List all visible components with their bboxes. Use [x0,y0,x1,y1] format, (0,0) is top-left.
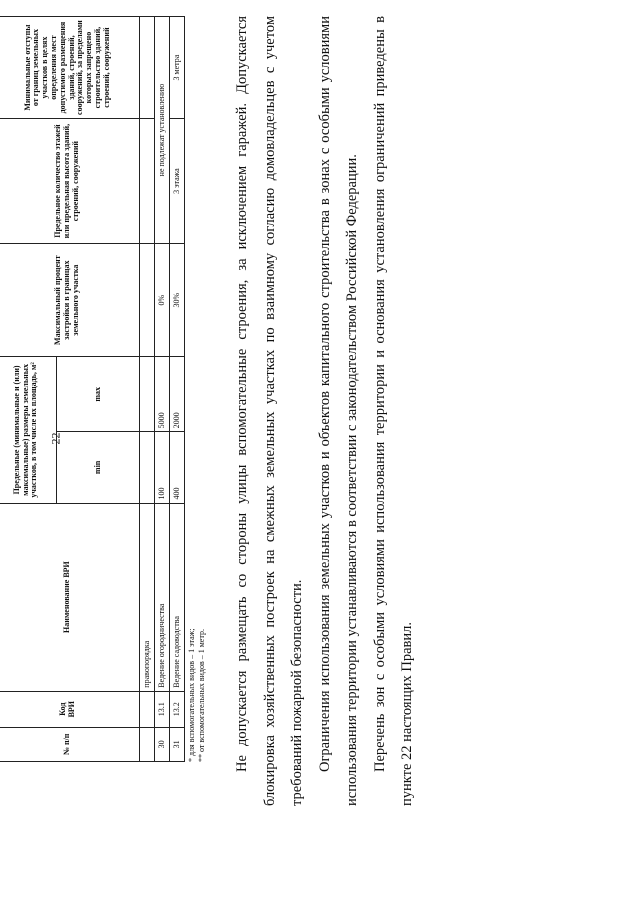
table-row [155,17,170,762]
cell-name: Ведение огородничества [155,503,170,691]
table-header-row [0,17,57,762]
zone-parameters-table [0,16,185,762]
header-max: max [57,357,140,432]
body-text [229,16,422,806]
cell-code: 13.1 [155,691,170,727]
cell-name: Ведение садоводства [170,503,185,691]
header-code: Код ВРИ [0,691,140,727]
cell-name: правопорядка [140,503,155,691]
table-note: ** от вспомогательных видов – 1 метр. [197,629,206,762]
cell-floors-setback-merged: не подлежат установлению [155,17,170,244]
cell-max [140,357,155,432]
paragraph: Ограничения использования земельных участков и объектов капитального строительства в зонах с особыми условиями использования территории устанавливаются в соответствии с законодательством Российской Федерации. [316,16,361,806]
paragraph: Перечень зон с особыми условиями использования территории и основания установления ограничений приведены в пункте 22 настоящих Правил. [371,16,416,806]
cell-min [140,432,155,503]
cell-code [140,691,155,727]
header-num: № п/п [0,727,140,761]
cell-setback: 3 метра [170,17,185,119]
cell-num: 30 [155,727,170,761]
cell-percent [140,244,155,357]
cell-min: 100 [155,432,170,503]
header-size-group: Предельные (минимальные и (или) максимальные) размеры земельных участков, в том числе их площадь, м² [0,357,57,503]
cell-num [140,727,155,761]
cell-min: 400 [170,432,185,503]
header-floors: Предельное количество этажей или предельная высота зданий, строений, сооружений [0,119,140,244]
header-percent: Максимальный процент застройки в границах земельного участка [0,244,140,357]
header-name: Наименование ВРИ [0,503,140,691]
header-min: min [57,432,140,503]
cell-floors: 3 этажа [170,119,185,244]
cell-percent: 30% [170,244,185,357]
cell-code: 13.2 [170,691,185,727]
table-row [170,17,185,762]
cell-num: 31 [170,727,185,761]
cell-max: 5000 [155,357,170,432]
rotated-page-content [0,16,525,806]
header-setback: Минимальные отступы от границ земельных участков в целях определения мест допустимого размещения зданий, строений, сооружений, за пределами которых запрещено строительство зданий, строений, сооружений [0,17,140,119]
table-notes [187,16,207,762]
table-note: * для вспомогательных видов – 1 этаж; [187,628,196,762]
page-number: 22 [48,432,63,445]
paragraph: Не допускается размещать со стороны улицы вспомогательные строения, за исключением гаражей. Допускается блокировка хозяйственных построек на смежных земельных участках по взаимному согласию домовладельцев с учетом требований пожарной безопасности. [234,16,306,806]
cell-percent: 0% [155,244,170,357]
cell-max: 2000 [170,357,185,432]
table-row [140,17,155,762]
cell-setback [140,17,155,119]
cell-floors [140,119,155,244]
